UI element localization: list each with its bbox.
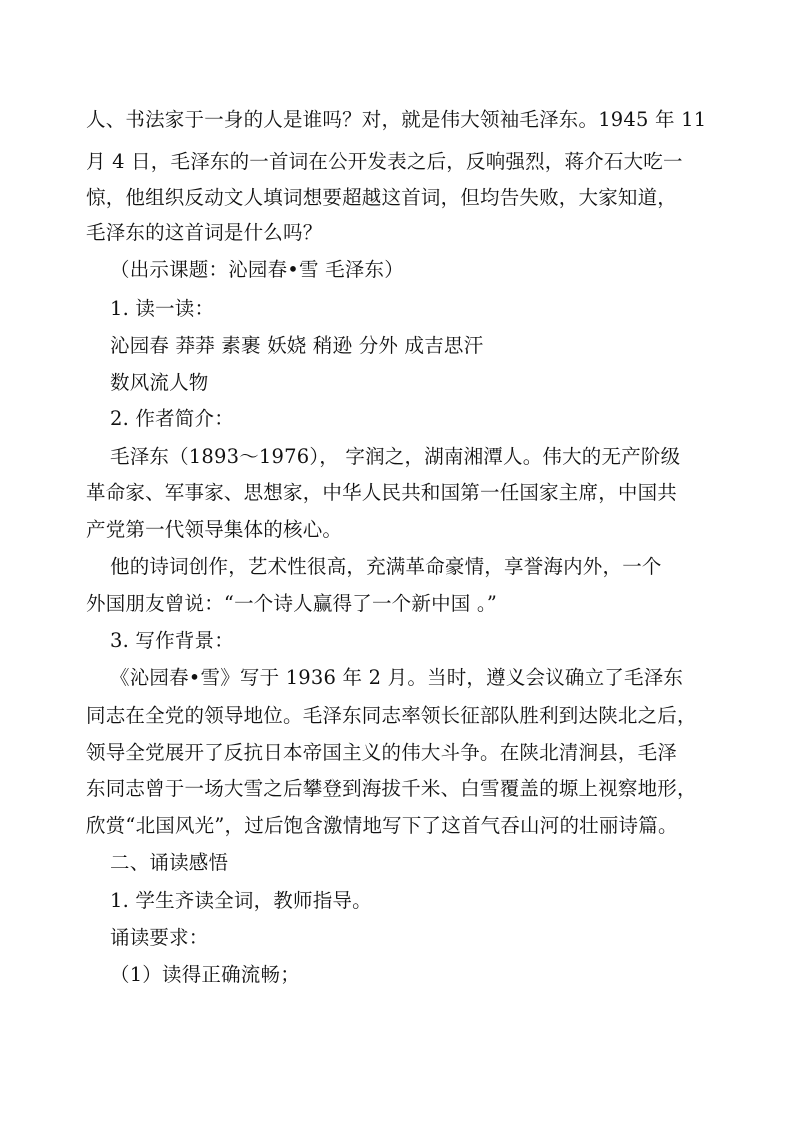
author-p1-line-1: 毛泽东（1893～1976）， 字润之，湖南湘潭人。伟大的无产阶级 bbox=[110, 445, 681, 468]
author-p1-line-2: 革命家、军事家、思想家，中华人民共和国第一任国家主席，中国共 bbox=[86, 481, 678, 504]
background-line-3: 领导全党展开了反抗日本帝国主义的伟大斗争。在陕北清涧县，毛泽 bbox=[86, 741, 678, 764]
background-heading: 3. 写作背景： bbox=[110, 629, 234, 652]
read-words-line-1: 沁园春 莽莽 素裹 妖娆 稍逊 分外 成吉思汗 bbox=[110, 334, 484, 357]
recite-requirements-label: 诵读要求： bbox=[110, 926, 209, 949]
background-line-1: 《沁园春•雪》写于 1936 年 2 月。当时，遵义会议确立了毛泽东 bbox=[110, 666, 684, 689]
author-p2-line-2: 外国朋友曾说：“一个诗人赢得了一个新中国 。” bbox=[86, 592, 497, 615]
author-p1-line-3: 产党第一代领导集体的核心。 bbox=[86, 518, 343, 541]
recite-requirement-1: （1）读得正确流畅； bbox=[110, 963, 300, 986]
read-heading: 1. 读一读： bbox=[110, 297, 215, 320]
lesson-title: （出示课题：沁园春•雪 毛泽东） bbox=[110, 258, 404, 281]
intro-line-4: 毛泽东的这首词是什么吗？ bbox=[86, 221, 323, 244]
recite-item-1: 1. 学生齐读全词，教师指导。 bbox=[110, 889, 372, 912]
background-line-2: 同志在全党的领导地位。毛泽东同志率领长征部队胜利到达陕北之后， bbox=[86, 704, 697, 727]
intro-line-1: 人、书法家于一身的人是谁吗？对，就是伟大领袖毛泽东。1945 年 11 bbox=[86, 108, 707, 131]
author-heading: 2. 作者简介： bbox=[110, 407, 234, 430]
background-line-4: 东同志曾于一场大雪之后攀登到海拔千米、白雪覆盖的塬上视察地形， bbox=[86, 777, 697, 800]
intro-line-2: 月 4 日，毛泽东的一首词在公开发表之后，反响强烈，蒋介石大吃一 bbox=[86, 150, 683, 173]
author-p2-line-1: 他的诗词创作，艺术性很高，充满革命豪情，享誉海内外，一个 bbox=[110, 555, 662, 578]
recite-heading: 二、诵读感悟 bbox=[110, 851, 229, 874]
background-line-5: 欣赏“北国风光”，过后饱含激情地写下了这首气吞山河的壮丽诗篇。 bbox=[86, 814, 678, 837]
read-words-line-2: 数风流人物 bbox=[110, 371, 209, 394]
intro-line-3: 惊，他组织反动文人填词想要超越这首词，但均告失败，大家知道， bbox=[86, 186, 678, 209]
